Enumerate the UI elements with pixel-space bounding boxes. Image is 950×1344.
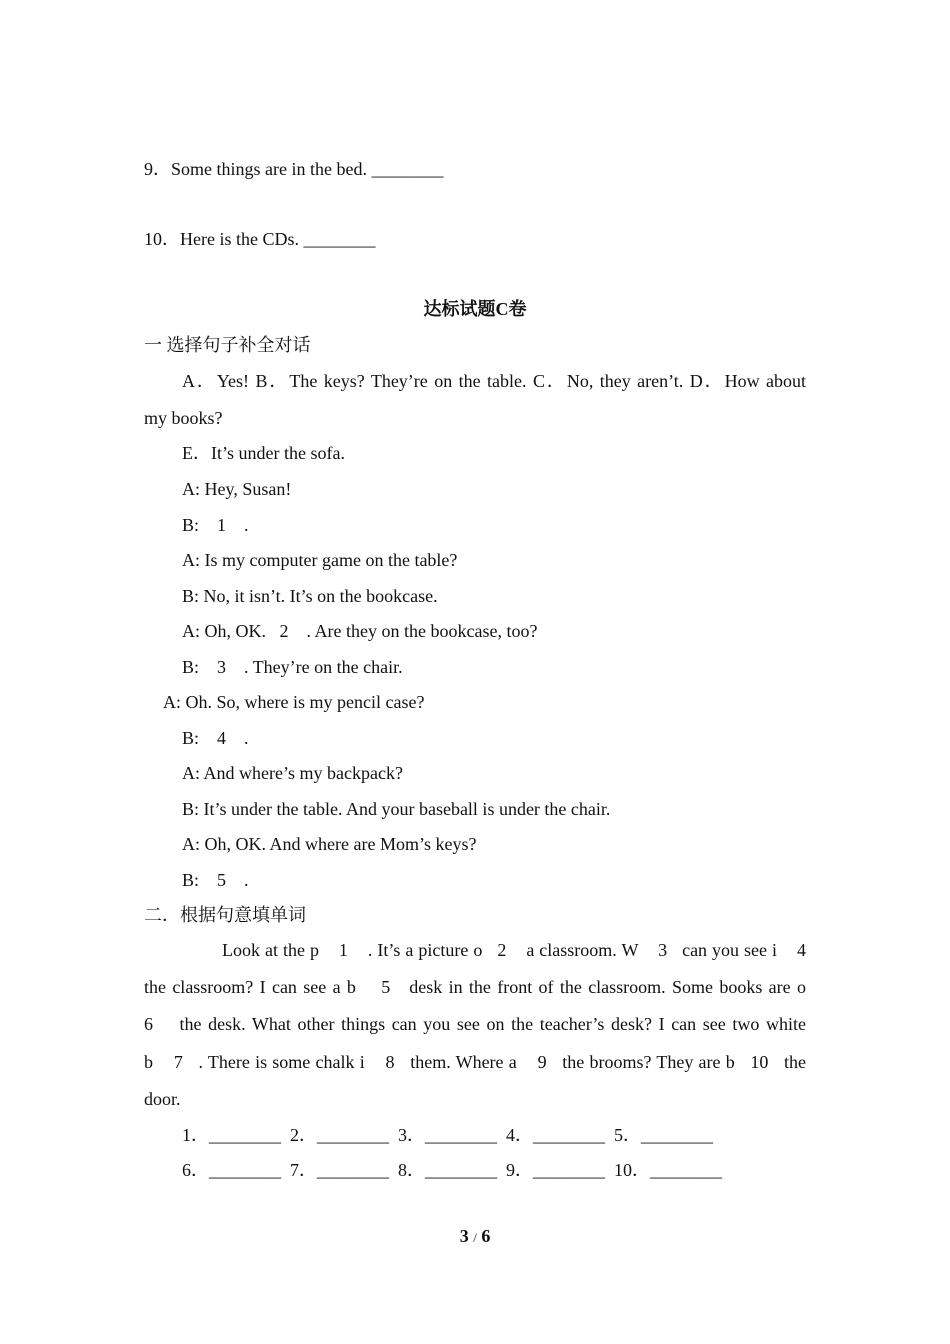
- passage-line: door.: [144, 1089, 181, 1109]
- dialogue-line: B: No, it isn’t. It’s on the bookcase.: [182, 586, 438, 606]
- part2-heading: 二．根据句意填单词: [144, 905, 306, 925]
- dialogue-line: A: Oh. So, where is my pencil case?: [163, 692, 425, 712]
- options-line: A．Yes! B．The keys? They’re on the table. C．No, they aren’t. D．How about: [182, 371, 806, 391]
- dialogue-line: A: Oh, OK. And where are Mom’s keys?: [182, 834, 477, 854]
- question-text: Some things are in the bed. ________: [171, 159, 444, 179]
- answer-blanks-row: 1．________ 2．________ 3．________ 4．________ 5．________: [182, 1125, 713, 1145]
- passage-line: b 7 . There is some chalk i 8 them. Where a 9 the brooms? They are b 10 the: [144, 1052, 806, 1072]
- page-total: 6: [481, 1226, 491, 1246]
- dialogue-line: A: Is my computer game on the table?: [182, 550, 458, 570]
- page-number: 3: [459, 1226, 469, 1246]
- dialogue-line: B: 1 .: [182, 515, 249, 535]
- dialogue-line: B: It’s under the table. And your baseball is under the chair.: [182, 799, 611, 819]
- dialogue-line: A: And where’s my backpack?: [182, 763, 403, 783]
- passage-line: the classroom? I can see a b 5 desk in the front of the classroom. Some books are o: [144, 977, 806, 997]
- page-footer: [0, 1224, 950, 1250]
- options-line: my books?: [144, 408, 223, 428]
- passage-line: Look at the p 1 . It’s a picture o 2 a classroom. W 3 can you see i 4: [222, 940, 806, 960]
- dialogue-line: A: Hey, Susan!: [182, 479, 292, 499]
- options-line: E．It’s under the sofa.: [182, 443, 345, 463]
- dialogue-line: B: 4 .: [182, 728, 249, 748]
- question-text: Here is the CDs. ________: [180, 229, 376, 249]
- dialogue-line: A: Oh, OK. 2 . Are they on the bookcase, too?: [182, 621, 538, 641]
- question-number: 9．: [144, 159, 171, 179]
- dialogue-line: B: 5 .: [182, 870, 249, 890]
- question-number: 10．: [144, 229, 180, 249]
- passage-line: 6 the desk. What other things can you see on the teacher’s desk? I can see two white: [144, 1014, 806, 1034]
- answer-blanks-row: 6．________ 7．________ 8．________ 9．________ 10．________: [182, 1160, 722, 1180]
- page-separator: /: [473, 1230, 477, 1245]
- dialogue-line: B: 3 . They’re on the chair.: [182, 657, 403, 677]
- question-9: [144, 157, 443, 181]
- question-10: [144, 227, 375, 251]
- part1-heading: 一 选择句子补全对话: [144, 335, 311, 355]
- section-title: 达标试题C卷: [423, 299, 527, 319]
